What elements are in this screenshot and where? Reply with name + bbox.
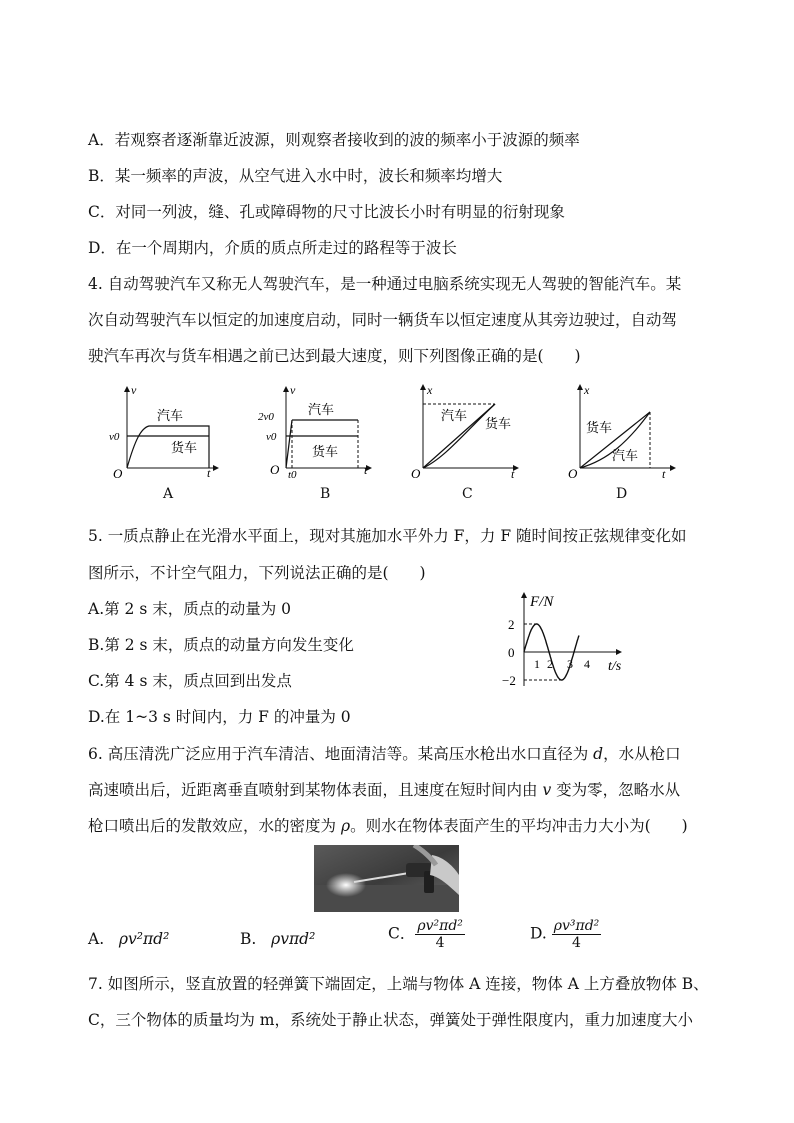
graph-b-car-label: 汽车 [308, 402, 335, 417]
q3-option-c: C．对同一列波，缝、孔或障碍物的尺寸比波长小时有明显的衍射现象 [88, 203, 565, 221]
q6-line3-text: 枪口喷出后的发散效应，水的密度为 [88, 817, 341, 835]
q6-option-b [240, 930, 315, 948]
q3-option-b: B．某一频率的声波，从空气进入水中时，波长和频率均增大 [88, 167, 503, 185]
q4-stem-line2: 次自动驾驶汽车以恒定的加速度启动，同时一辆货车以恒定速度从其旁边驶过，自动驾 [88, 311, 678, 329]
q5-graph-xlabel: t/s [608, 659, 622, 674]
q6-line2-text: 高速喷出后，近距离垂直喷射到某物体表面，且速度在短时间内由 [88, 781, 543, 799]
q5-ytick-0: 0 [508, 645, 515, 660]
q4-caption-c: C [462, 486, 473, 502]
q6-option-c-denominator: 4 [435, 935, 445, 951]
q5-xtick-3: 3 [567, 657, 573, 671]
graph-a-origin: O [113, 466, 123, 480]
graph-b-v0: v0 [266, 431, 277, 443]
graph-b-v-label: v [290, 383, 296, 397]
q6-option-d-label: D. [530, 924, 547, 943]
graph-a-truck-label: 货车 [171, 440, 198, 455]
q5-force-graph [490, 588, 650, 692]
q6-option-d-denominator: 4 [572, 935, 581, 951]
q6-line2-text-end: 变为零，忽略水从 [551, 781, 681, 799]
graph-c-origin: O [411, 466, 421, 480]
q4-stem-line3: 驶汽车再次与货车相遇之前已达到最大速度，则下列图像正确的是( ) [88, 347, 581, 365]
q6-option-d-fraction [552, 918, 602, 951]
graph-b-2v0: 2v0 [258, 411, 274, 423]
graph-d-car-label: 汽车 [612, 448, 639, 463]
q7-stem-line1: 7. 如图所示，竖直放置的轻弹簧下端固定，上端与物体 A 连接，物体 A 上方叠放物体 B、 [88, 975, 709, 993]
graph-a-v-label: v [131, 383, 137, 397]
q6-option-c [388, 918, 465, 951]
graph-d-origin: O [568, 466, 578, 480]
graph-c-car-label: 汽车 [441, 408, 468, 423]
q6-line1-text: 6. 高压清洗广泛应用于汽车清洁、地面清洁等。某高压水枪出水口直径为 [88, 745, 594, 763]
q4-stem-line1: 4. 自动驾驶汽车又称无人驾驶汽车，是一种通过电脑系统实现无人驾驶的智能汽车。某 [88, 275, 682, 293]
q6-photo-illustration [314, 845, 459, 912]
q6-symbol-rho: ρ [340, 817, 351, 835]
q5-option-c: C.第 4 s 末，质点回到出发点 [88, 672, 292, 690]
graph-d-truck-label: 货车 [586, 420, 613, 435]
q4-graph-a [105, 380, 225, 480]
q6-symbol-d: d [593, 745, 604, 763]
q5-ytick-neg2: −2 [502, 673, 516, 688]
graph-b-origin: O [270, 462, 280, 477]
q7-stem-line2: C，三个物体的质量均为 m，系统处于静止状态，弹簧处于弹性限度内，重力加速度大小 [88, 1011, 693, 1029]
q6-option-c-fraction [415, 918, 465, 951]
q5-option-a: A.第 2 s 末，质点的动量为 0 [88, 600, 292, 618]
q5-stem-line2: 图所示，不计空气阻力，下列说法正确的是( ) [88, 564, 426, 582]
q6-line3-text-end: 。则水在物体表面产生的平均冲击力大小为( ) [350, 817, 688, 835]
q6-water-gun-photo [314, 845, 459, 912]
q4-caption-b: B [320, 486, 331, 502]
q5-option-b: B.第 2 s 末，质点的动量方向发生变化 [88, 636, 354, 654]
q6-stem-line3 [88, 814, 688, 836]
q4-graph-c [405, 380, 525, 480]
q6-option-c-label: C． [388, 924, 416, 943]
q4-caption-a: A [163, 486, 174, 502]
graph-b-t0: t0 [288, 469, 297, 480]
q6-option-b-label: B. [240, 930, 257, 948]
q6-symbol-v: v [542, 781, 552, 799]
graph-c-truck-label: 货车 [485, 416, 512, 431]
q5-ytick-2: 2 [508, 617, 515, 632]
q6-stem-line2 [88, 778, 680, 800]
q5-graph-ylabel: F/N [530, 594, 554, 610]
q3-option-d: D．在一个周期内，介质的质点所走过的路程等于波长 [88, 239, 457, 257]
q4-graph-d [562, 380, 682, 480]
graph-c-x-label: x [427, 383, 433, 397]
graph-d-t-label: t [662, 467, 666, 480]
q5-stem-line1: 5. 一质点静止在光滑水平面上，现对其施加水平外力 F，力 F 随时间按正弦规律变化如 [88, 527, 687, 545]
q6-option-a-expr: ρv²πd² [118, 930, 170, 948]
q6-option-c-numerator: ρv²πd² [417, 918, 463, 934]
graph-a-v0: v0 [109, 431, 120, 443]
q6-option-b-expr: ρvπd² [271, 930, 316, 948]
graph-d-x-label: x [584, 383, 590, 397]
q5-xtick-1: 1 [534, 657, 540, 671]
q6-stem-line1 [88, 742, 681, 764]
graph-b-t-label: t [364, 463, 368, 477]
q6-option-a-label: A. [88, 930, 105, 948]
graph-a-car-label: 汽车 [157, 408, 184, 423]
q4-graph-b [258, 380, 378, 480]
graph-b-truck-label: 货车 [312, 444, 339, 459]
q5-xtick-2: 2 [547, 657, 553, 671]
q5-option-d: D.在 1~3 s 时间内，力 F 的冲量为 0 [88, 708, 351, 726]
q5-xtick-4: 4 [584, 657, 590, 671]
q6-option-a [88, 930, 169, 948]
graph-c-t-label: t [511, 467, 515, 480]
graph-a-t-label: t [207, 466, 211, 480]
q6-option-d [530, 918, 601, 951]
q6-line1-text-end: ，水从枪口 [603, 745, 681, 763]
q3-option-a: A．若观察者逐渐靠近波源，则观察者接收到的波的频率小于波源的频率 [88, 131, 580, 149]
q4-caption-d: D [616, 486, 628, 502]
q6-option-d-numerator: ρv³πd² [553, 918, 600, 934]
